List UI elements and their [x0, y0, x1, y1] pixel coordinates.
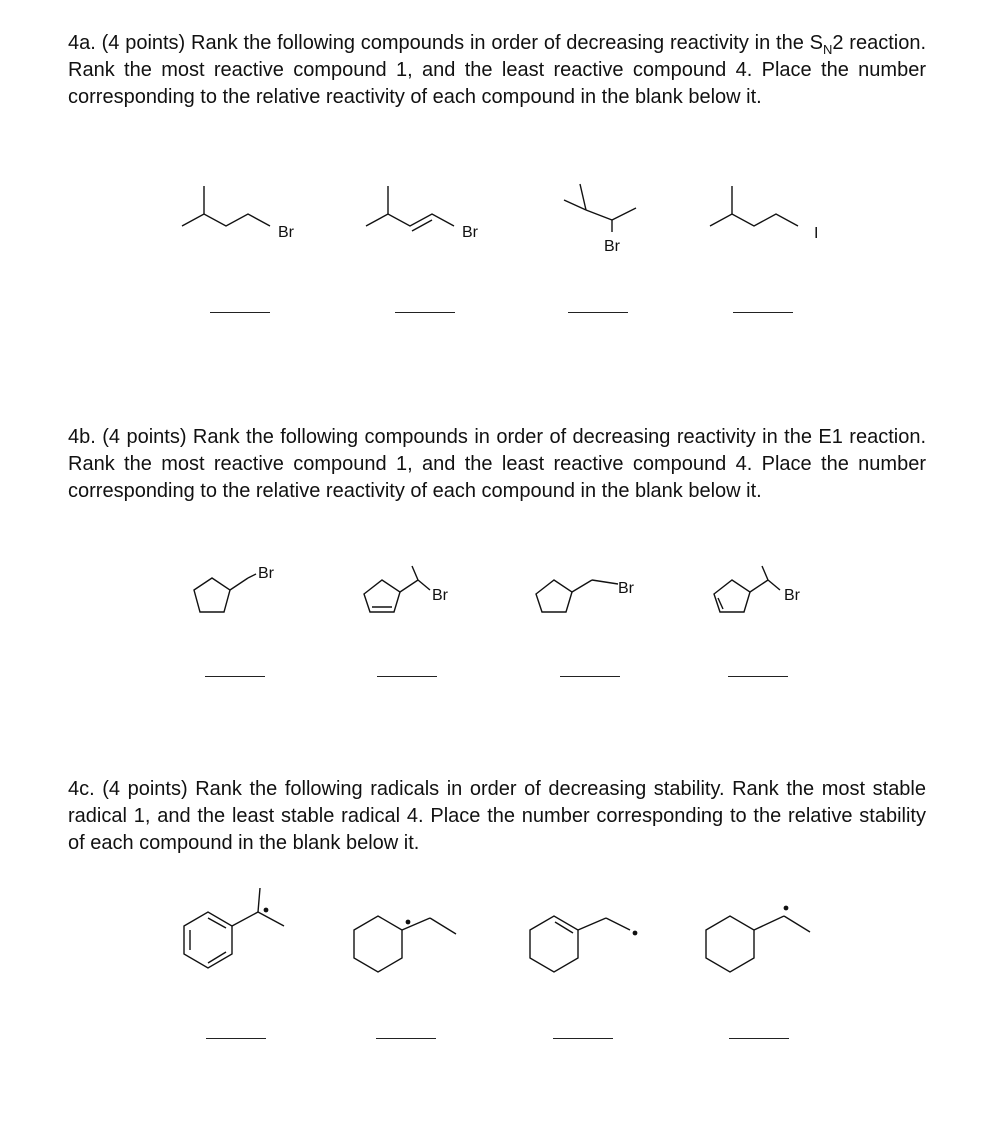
radical-dot — [784, 906, 789, 911]
question-4b-text: 4b. (4 points) Rank the following compounds in order of decreasing reactivity in the E1 reaction. Rank the most reactive compound 1, and the least reactive compound 4. Place the number corresponding to the relative reactivity of each compound in the blank below it. — [68, 426, 926, 502]
compound-4a-1 — [170, 180, 310, 250]
iodine-label: I — [814, 225, 819, 242]
compound-4b-1 — [180, 560, 300, 630]
radical-4c-2 — [346, 910, 476, 990]
answer-blank-4a-4[interactable] — [733, 312, 793, 313]
compound-4a-3 — [554, 170, 674, 270]
answer-blank-4c-2[interactable] — [376, 1038, 436, 1039]
bromine-label: Br — [432, 587, 448, 604]
compound-4b-4 — [704, 560, 824, 630]
compound-4a-2 — [356, 180, 496, 250]
bromine-label: Br — [278, 224, 294, 241]
bromine-label: Br — [462, 224, 478, 241]
answer-blank-4c-4[interactable] — [729, 1038, 789, 1039]
answer-blank-4b-3[interactable] — [560, 676, 620, 677]
radical-4c-1 — [176, 882, 306, 992]
answer-blank-4b-4[interactable] — [728, 676, 788, 677]
answer-blank-4a-3[interactable] — [568, 312, 628, 313]
compound-4b-3 — [528, 560, 658, 630]
question-4c-text: 4c. (4 points) Rank the following radicals in order of decreasing stability. Rank the most stable radical 1, and the least stable radical 4. Place the number corresponding to the relative stability of each compound in the blank below it. — [68, 778, 926, 854]
radical-4c-4 — [698, 900, 828, 990]
answer-blank-4c-1[interactable] — [206, 1038, 266, 1039]
compound-4a-4 — [700, 180, 840, 250]
bromine-label: Br — [784, 587, 800, 604]
answer-blank-4b-1[interactable] — [205, 676, 265, 677]
radical-4c-3 — [522, 910, 652, 990]
bromine-label: Br — [604, 238, 620, 255]
answer-blank-4a-1[interactable] — [210, 312, 270, 313]
bromine-label: Br — [258, 565, 274, 582]
radical-dot — [264, 908, 269, 913]
answer-blank-4a-2[interactable] — [395, 312, 455, 313]
compound-4b-2 — [352, 560, 472, 630]
radical-dot — [633, 931, 638, 936]
question-4a-text: 4a. (4 points) Rank the following compounds in order of decreasing reactivity in the $S_N2$ reaction. Rank the most reactive compound 1, and the least reactive compound 4. Place the number corresponding to the relative reactivity of each compound in the blank below it. — [68, 32, 927, 108]
radical-dot — [406, 920, 411, 925]
answer-blank-4b-2[interactable] — [377, 676, 437, 677]
answer-blank-4c-3[interactable] — [553, 1038, 613, 1039]
bromine-label: Br — [618, 580, 634, 597]
